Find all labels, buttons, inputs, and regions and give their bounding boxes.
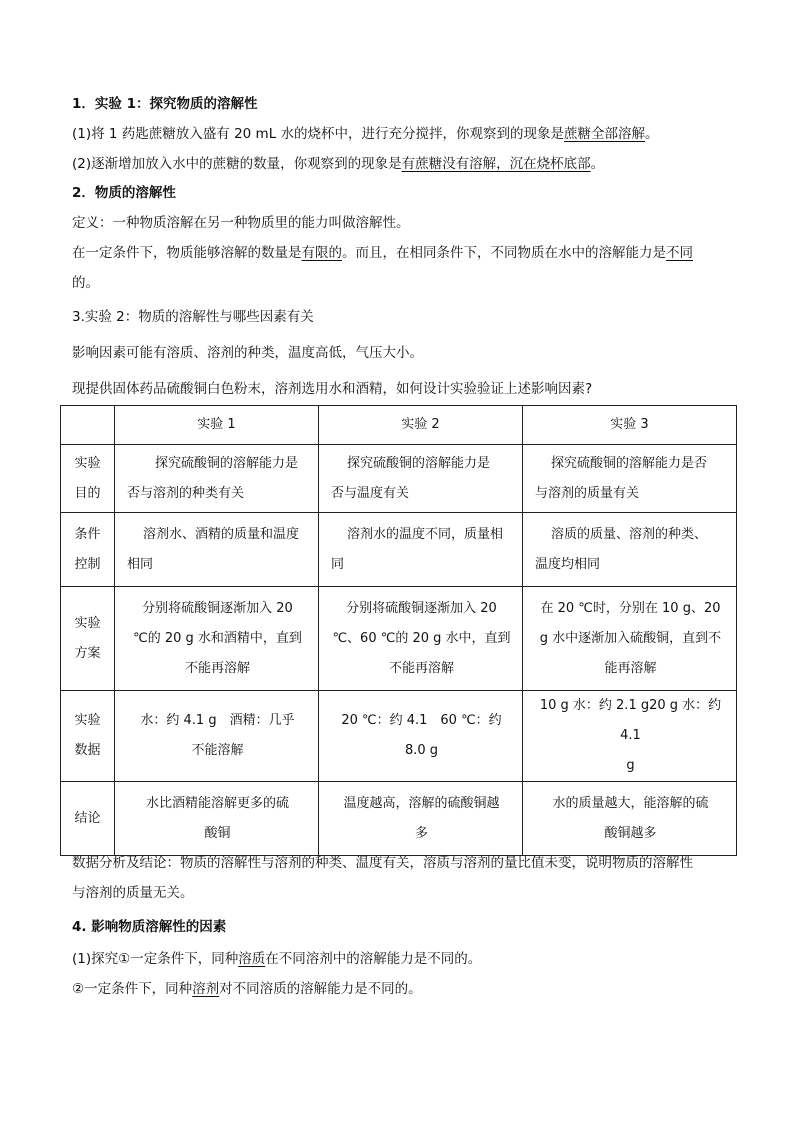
table-cell: 20 ℃：约 4.1 60 ℃：约 8.0 g — [319, 691, 523, 782]
item-1-answer: 蔗糖全部溶解 — [564, 126, 646, 142]
table-cell: 分别将硫酸铜逐渐加入 20 ℃、60 ℃的 20 g 水中，直到 不能再溶解 — [319, 587, 523, 691]
table-row — [61, 782, 737, 856]
item-text: ②一定条件下，同种 — [72, 981, 193, 997]
table-row — [61, 445, 737, 513]
table-cell: 分别将硫酸铜逐渐加入 20 ℃的 20 g 水和酒精中，直到 不能再溶解 — [115, 587, 319, 691]
item-text: (1)探究①一定条件下，同种 — [72, 951, 239, 967]
section-4-title: 4. 影响物质溶解性的因素 — [72, 919, 227, 935]
answer-solvent: 溶剂 — [192, 981, 220, 997]
row-label-plan: 实验 方案 — [61, 587, 115, 691]
line-text-b: 。而且，在相同条件下，不同物质在水中的溶解能力是 — [342, 245, 666, 261]
analysis-line-2: 与溶剂的质量无关。 — [72, 885, 194, 901]
answer-limited: 有限的 — [301, 245, 342, 261]
table-row — [61, 513, 737, 587]
table-cell: 水：约 4.1 g 酒精：几乎 不能溶解 — [115, 691, 319, 782]
answer-solute: 溶质 — [238, 951, 266, 967]
row-label-conclusion: 结论 — [61, 782, 115, 856]
item-2-end: 。 — [590, 156, 605, 172]
item-end: 在不同溶剂中的溶解能力是不同的。 — [265, 951, 482, 967]
analysis-line-1: 数据分析及结论：物质的溶解性与溶剂的种类、温度有关，溶质与溶剂的量比值未变，说明物质的溶解性 — [72, 855, 693, 871]
table-cell: 10 g 水：约 2.1 g20 g 水：约 4.1 g — [523, 691, 737, 782]
table-cell: 溶剂水的温度不同，质量相 同 — [319, 513, 523, 587]
table-cell: 水的质量越大，能溶解的硫 酸铜越多 — [523, 782, 737, 856]
section-experiment-1 — [72, 89, 732, 179]
definition-line: 定义：一种物质溶解在另一种物质里的能力叫做溶解性。 — [72, 215, 410, 231]
analysis-paragraph — [72, 848, 732, 908]
table-row — [61, 587, 737, 691]
row-label-conditions: 条件 控制 — [61, 513, 115, 587]
section-solubility — [72, 178, 732, 298]
answer-different: 不同 — [666, 245, 693, 261]
solubility-line-2: 的。 — [72, 275, 99, 291]
item-2-text: (2)逐渐增加放入水中的蔗糖的数量，你观察到的现象是 — [72, 156, 402, 172]
item-end: 对不同溶质的溶解能力是不同的。 — [219, 981, 422, 997]
experiment-table — [60, 405, 737, 856]
table-cell: 温度越高，溶解的硫酸铜越 多 — [319, 782, 523, 856]
table-cell: 在 20 ℃时，分别在 10 g、20 g 水中逐渐加入硫酸铜，直到不 能再溶解 — [523, 587, 737, 691]
table-cell: 溶剂水、酒精的质量和温度 相同 — [115, 513, 319, 587]
section-factors — [72, 912, 732, 1004]
section-experiment-2 — [72, 302, 732, 404]
factors-line: 影响因素可能有溶质、溶剂的种类，温度高低，气压大小。 — [72, 345, 423, 361]
item-1-end: 。 — [645, 126, 659, 142]
table-header-cell: 实验 1 — [115, 406, 319, 445]
item-1-text: (1)将 1 药匙蔗糖放入盛有 20 mL 水的烧杯中，进行充分搅拌，你观察到的现象是 — [72, 126, 565, 142]
table-cell: 探究硫酸铜的溶解能力是 否与溶剂的种类有关 — [115, 445, 319, 513]
solubility-line-1 — [72, 238, 732, 268]
section-4-item-1 — [72, 944, 732, 974]
table-row — [61, 691, 737, 782]
row-label-purpose: 实验 目的 — [61, 445, 115, 513]
table-cell: 探究硫酸铜的溶解能力是 否与温度有关 — [319, 445, 523, 513]
table-cell: 探究硫酸铜的溶解能力是否 与溶剂的质量有关 — [523, 445, 737, 513]
section-4-item-2 — [72, 974, 732, 1004]
table-header-cell: 实验 2 — [319, 406, 523, 445]
table-corner-cell — [61, 406, 115, 445]
table-cell: 溶质的质量、溶剂的种类、 温度均相同 — [523, 513, 737, 587]
section-1-item-2 — [72, 149, 732, 179]
item-2-answer: 有蔗糖没有溶解，沉在烧杯底部 — [401, 156, 591, 172]
section-1-item-1 — [72, 119, 732, 149]
section-1-title: 1．实验 1：探究物质的溶解性 — [72, 96, 258, 112]
table-cell: 水比酒精能溶解更多的硫 酸铜 — [115, 782, 319, 856]
row-label-data: 实验 数据 — [61, 691, 115, 782]
table-header-row — [61, 406, 737, 445]
question-line: 现提供固体药品硫酸铜白色粉末，溶剂选用水和酒精，如何设计实验验证上述影响因素? — [72, 381, 593, 397]
table-header-cell: 实验 3 — [523, 406, 737, 445]
section-2-title: 2．物质的溶解性 — [72, 185, 176, 201]
section-3-title: 3.实验 2：物质的溶解性与哪些因素有关 — [72, 309, 314, 325]
line-text-a: 在一定条件下，物质能够溶解的数量是 — [72, 245, 302, 261]
